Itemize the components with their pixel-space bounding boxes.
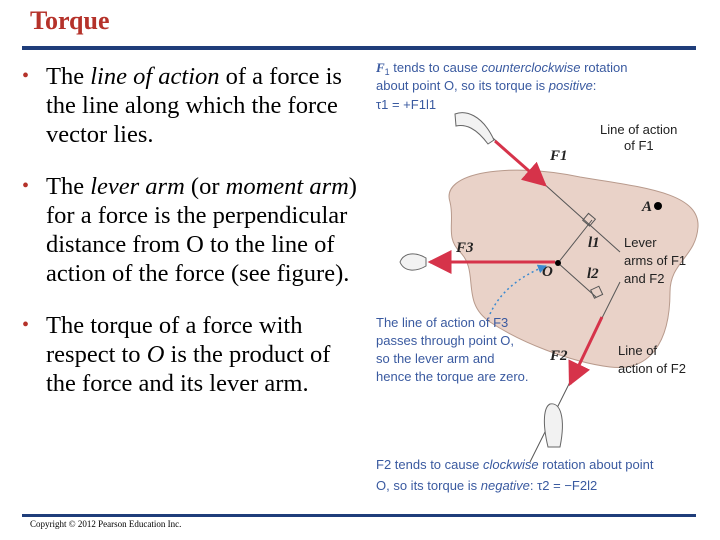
f3-caption: The line of action of F3 passes through point O, so the lever arm and hence the torque are zero. (376, 315, 529, 384)
lever-arms-label: Lever arms of F1 and F2 (624, 235, 687, 286)
point-o (555, 260, 561, 266)
hand-f2-icon (544, 404, 562, 447)
page-title: Torque (30, 6, 110, 35)
line-of-action-f1-label: Line of action of F1 (600, 122, 678, 153)
line-of-action-f2-label: Line of action of F2 (618, 343, 686, 376)
hand-f1-icon (455, 113, 494, 144)
lever-l1-label: l1 (588, 235, 600, 251)
point-o-label: O (542, 264, 553, 280)
force-f1-label: F1 (550, 148, 568, 164)
top-caption-line2: about point O, so its torque is positive: (376, 78, 597, 93)
bottom-divider (22, 514, 696, 517)
bottom-caption-line2: O, so its torque is negative: τ2 = −F2l2 (376, 478, 598, 493)
hand-f3-icon (400, 254, 426, 270)
bullet-list (18, 62, 363, 421)
lever-l2-label: l2 (587, 266, 599, 282)
bullet-line-of-action: • The line of action of a force is the line along which the force vector lies. (18, 62, 363, 149)
copyright-notice: Copyright © 2012 Pearson Education Inc. (30, 519, 182, 529)
top-caption-equation: τ1 = +F1l1 (376, 97, 437, 112)
force-f3-label: F3 (456, 240, 474, 256)
bullet-torque-definition: • The torque of a force with respect to O is the product of the force and its lever arm. (18, 311, 363, 398)
torque-figure (370, 52, 710, 512)
point-a (654, 202, 662, 210)
bottom-caption-line1: F2 tends to cause clockwise rotation about point (376, 457, 654, 472)
top-caption-line1: $F_1$ tends to cause counterclockwise rotation (376, 60, 628, 77)
force-f2-label: F2 (550, 348, 568, 364)
bullet-lever-arm: • The lever arm (or moment arm) for a force is the perpendicular distance from O to the line of action of the force (see figure). (18, 172, 363, 288)
point-a-label: A (642, 199, 653, 215)
top-divider (22, 46, 696, 50)
